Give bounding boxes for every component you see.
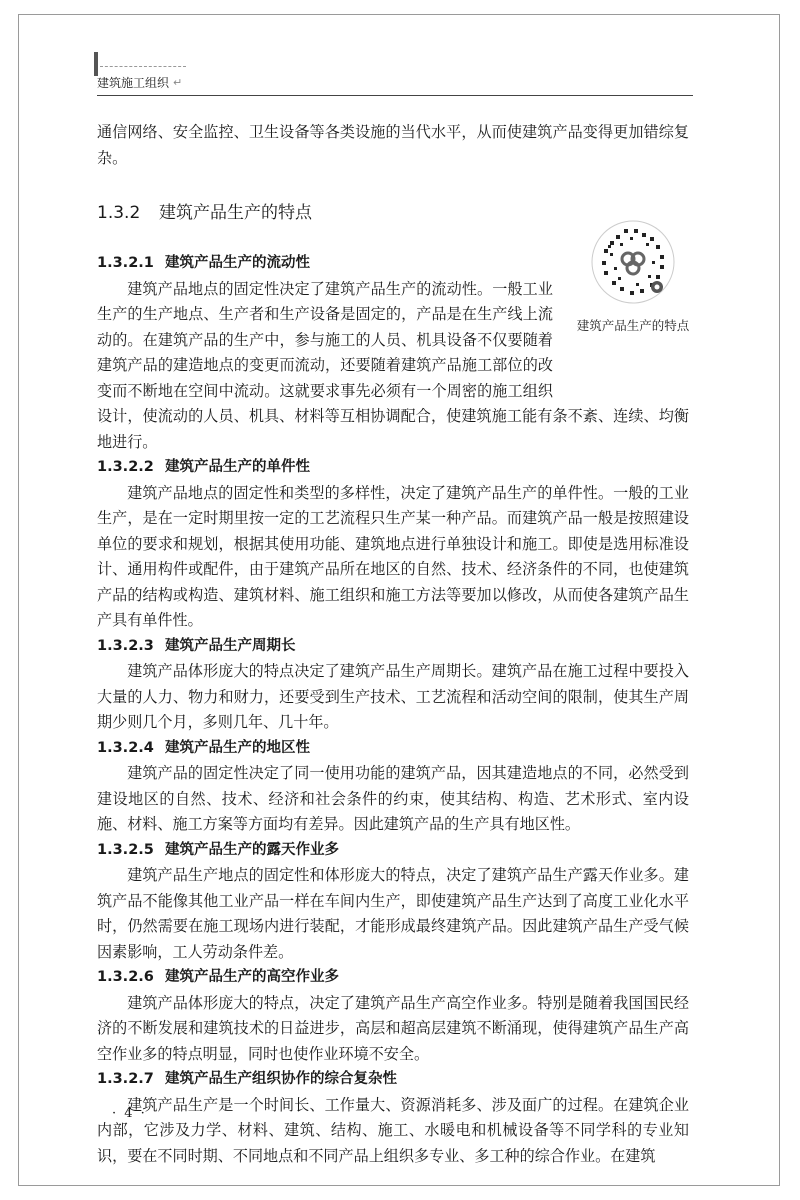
subsection-number: 1.3.2.2 [97, 459, 154, 475]
subsection-title: 建筑产品生产的地区性 [165, 739, 310, 756]
subsection-text: 建筑产品的固定性决定了同一使用功能的建筑产品，因其建造地点的不同，必然受到建设地区的自然、技术、经济和社会条件的约束，使其结构、构造、艺术形式、室内设施、材料、施工方案等方面均有差异。因此建筑产品的生产具有地区性。 [97, 764, 689, 833]
page-content [97, 120, 689, 1169]
subsection-number: 1.3.2.4 [97, 739, 154, 756]
section-number: 1.3.2 [97, 203, 141, 223]
qr-code-graphic [590, 219, 676, 305]
subsection-number: 1.3.2.7 [97, 1071, 154, 1087]
subsection-title: 建筑产品生产组织协作的综合复杂性 [165, 1071, 397, 1087]
subsection-text: 建筑产品地点的固定性决定了建筑产品生产的流动性。一般工业生产的生产地点、生产者和生产设备是固定的，产品是在生产线上流动的。在建筑产品的生产中，参与施工的人员、机具设备不仅要随着建筑产品的建造地点的变更而流动，还要随着建筑产品施工部位的改变而不断地在空间中流动。这就要求事先必须有一个周密的施工组织设计，使流动的人员、机具、材料等互相协调配合，使建筑施工能有条不紊、连续、均衡地进行。 [97, 279, 689, 451]
subsection-text: 建筑产品体形庞大的特点决定了建筑产品生产周期长。建筑产品在施工过程中要投入大量的人力、物力和财力，还要受到生产技术、工艺流程和活动空间的限制，使其生产周期少则几个月，多则几年、几十年。 [97, 662, 689, 731]
subsection-number: 1.3.2.5 [97, 841, 154, 858]
subsection-heading [97, 1067, 689, 1093]
intro-paragraph: 通信网络、安全监控、卫生设备等各类设施的当代水平，从而使建筑产品变得更加错综复杂。 [97, 123, 689, 167]
subsection-heading [97, 965, 689, 991]
subsection-title: 建筑产品生产的流动性 [165, 255, 310, 271]
subsection-number: 1.3.2.1 [97, 255, 154, 271]
subsection-title: 建筑产品生产的露天作业多 [165, 841, 339, 858]
qr-caption: 建筑产品生产的特点 [576, 317, 690, 333]
section-title: 建筑产品生产的特点 [159, 203, 312, 223]
header-marker [94, 52, 98, 76]
qr-code-icon[interactable] [590, 219, 676, 305]
subsection-title: 建筑产品生产周期长 [165, 637, 296, 654]
subsection-number: 1.3.2.3 [97, 637, 154, 654]
subsection-title: 建筑产品生产的单件性 [165, 459, 310, 475]
subsection-heading [97, 736, 689, 762]
book-title: 建筑施工组织 [97, 76, 170, 90]
subsection-text: 建筑产品生产是一个时间长、工作量大、资源消耗多、涉及面广的过程。在建筑企业内部，它涉及力学、材料、建筑、结构、施工、水暖电和机械设备等不同学科的专业知识，要在不同时期、不同地点和不同产品上组织多专业、多工种的综合作业。在建筑 [97, 1095, 689, 1165]
header-rule [97, 95, 693, 96]
return-mark-icon: ↵ [173, 76, 183, 89]
subsection-text: 建筑产品体形庞大的特点，决定了建筑产品生产高空作业多。特别是随着我国国民经济的不断发展和建筑技术的日益进步，高层和超高层建筑不断涌现，使得建筑产品生产高空作业多的特点明显，同时也使作业环境不安全。 [97, 993, 689, 1063]
subsection-number: 1.3.2.6 [97, 969, 154, 985]
page-number: · 4 · [112, 1106, 147, 1121]
subsection-heading [97, 455, 689, 481]
running-header [97, 74, 182, 91]
subsection-heading [97, 838, 689, 864]
subsection-text: 建筑产品生产地点的固定性和体形庞大的特点，决定了建筑产品生产露天作业多。建筑产品不能像其他工业产品一样在车间内生产，即使建筑产品生产达到了高度工业化水平时，仍然需要在施工现场内进行装配，才能形成最终建筑产品。因此建筑产品生产受气候因素影响，工人劳动条件差。 [97, 866, 689, 961]
header-dotted-line [100, 66, 186, 67]
subsection-title: 建筑产品生产的高空作业多 [165, 969, 339, 985]
subsection-text: 建筑产品地点的固定性和类型的多样性，决定了建筑产品生产的单件性。一般的工业生产，是在一定时期里按一定的工艺流程只生产某一种产品。而建筑产品一般是按照建设单位的要求和规划，根据其使用功能、建筑地点进行单独设计和施工。即使是选用标准设计、通用构件或配件，由于建筑产品所在地区的自然、技术、经济条件的不同，也使建筑产品的结构或构造、建筑材料、施工组织和施工方法等要加以修改，从而使各建筑产品生产具有单件性。 [97, 483, 689, 629]
subsection-heading [97, 634, 689, 660]
qr-figure [563, 219, 703, 395]
